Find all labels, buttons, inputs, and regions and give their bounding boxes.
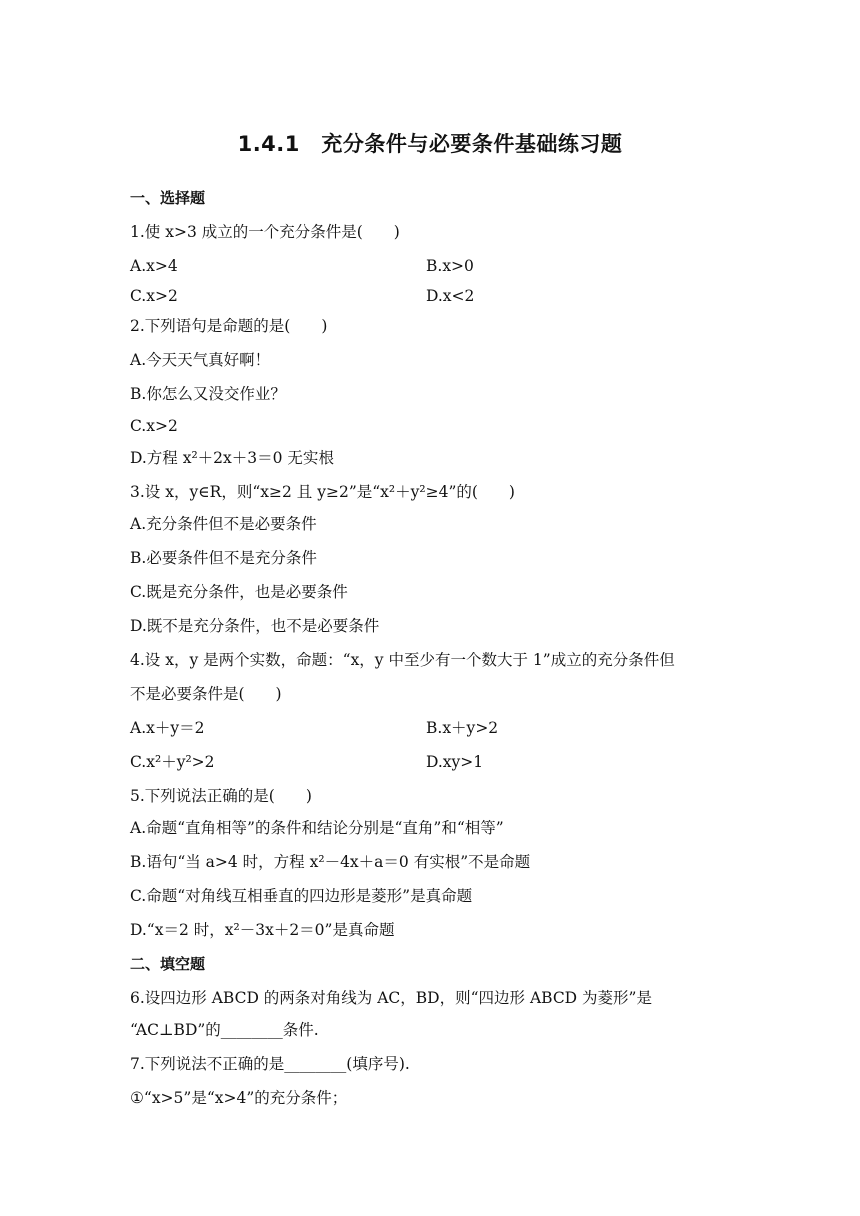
option-3c: C.既是充分条件，也是必要条件: [130, 583, 348, 601]
question-6-line-1: 6.设四边形 ABCD 的两条对角线为 AC，BD，则“四边形 ABCD 为菱形”是: [130, 989, 652, 1007]
option-4d: D.xy>1: [426, 753, 484, 771]
option-1c: C.x>2: [130, 287, 178, 305]
option-2c: C.x>2: [130, 417, 178, 435]
option-5a: A.命题“直角相等”的条件和结论分别是“直角”和“相等”: [130, 819, 504, 837]
question-1: 1.使 x>3 成立的一个充分条件是( ): [130, 223, 400, 241]
option-4b: B.x＋y>2: [426, 719, 499, 737]
question-7: 7.下列说法不正确的是________(填序号).: [130, 1055, 410, 1073]
question-3: 3.设 x，y∈R，则“x≥2 且 y≥2”是“x²＋y²≥4”的( ): [130, 483, 515, 501]
statement-7-1: ①“x>5”是“x>4”的充分条件；: [130, 1089, 348, 1107]
option-1b: B.x>0: [426, 257, 474, 275]
option-4a: A.x＋y＝2: [130, 719, 205, 737]
option-2b: B.你怎么又没交作业？: [130, 385, 286, 403]
section-heading-choice: 一、选择题: [130, 189, 206, 207]
question-6-line-2: “AC⊥BD”的________条件.: [130, 1021, 319, 1039]
option-2a: A.今天天气真好啊！: [130, 351, 271, 369]
option-1d: D.x<2: [426, 287, 475, 305]
option-3b: B.必要条件但不是充分条件: [130, 549, 317, 567]
question-5: 5.下列说法正确的是( ): [130, 787, 312, 805]
option-5c: C.命题“对角线互相垂直的四边形是菱形”是真命题: [130, 887, 473, 905]
section-heading-fill: 二、填空题: [130, 955, 206, 973]
option-3d: D.既不是充分条件，也不是必要条件: [130, 617, 380, 635]
page-title: 1.4.1 充分条件与必要条件基础练习题: [237, 132, 623, 156]
question-4-line-2: 不是必要条件是( ): [130, 685, 282, 703]
question-4-line-1: 4.设 x，y 是两个实数，命题：“x，y 中至少有一个数大于 1”成立的充分条件但: [130, 651, 675, 669]
option-3a: A.充分条件但不是必要条件: [130, 515, 317, 533]
option-5d: D.“x＝2 时，x²－3x＋2＝0”是真命题: [130, 921, 395, 939]
option-2d: D.方程 x²＋2x＋3＝0 无实根: [130, 449, 334, 467]
option-4c: C.x²＋y²>2: [130, 753, 215, 771]
option-5b: B.语句“当 a>4 时，方程 x²－4x＋a＝0 有实根”不是命题: [130, 853, 531, 871]
question-2: 2.下列语句是命题的是( ): [130, 317, 328, 335]
option-1a: A.x>4: [130, 257, 178, 275]
